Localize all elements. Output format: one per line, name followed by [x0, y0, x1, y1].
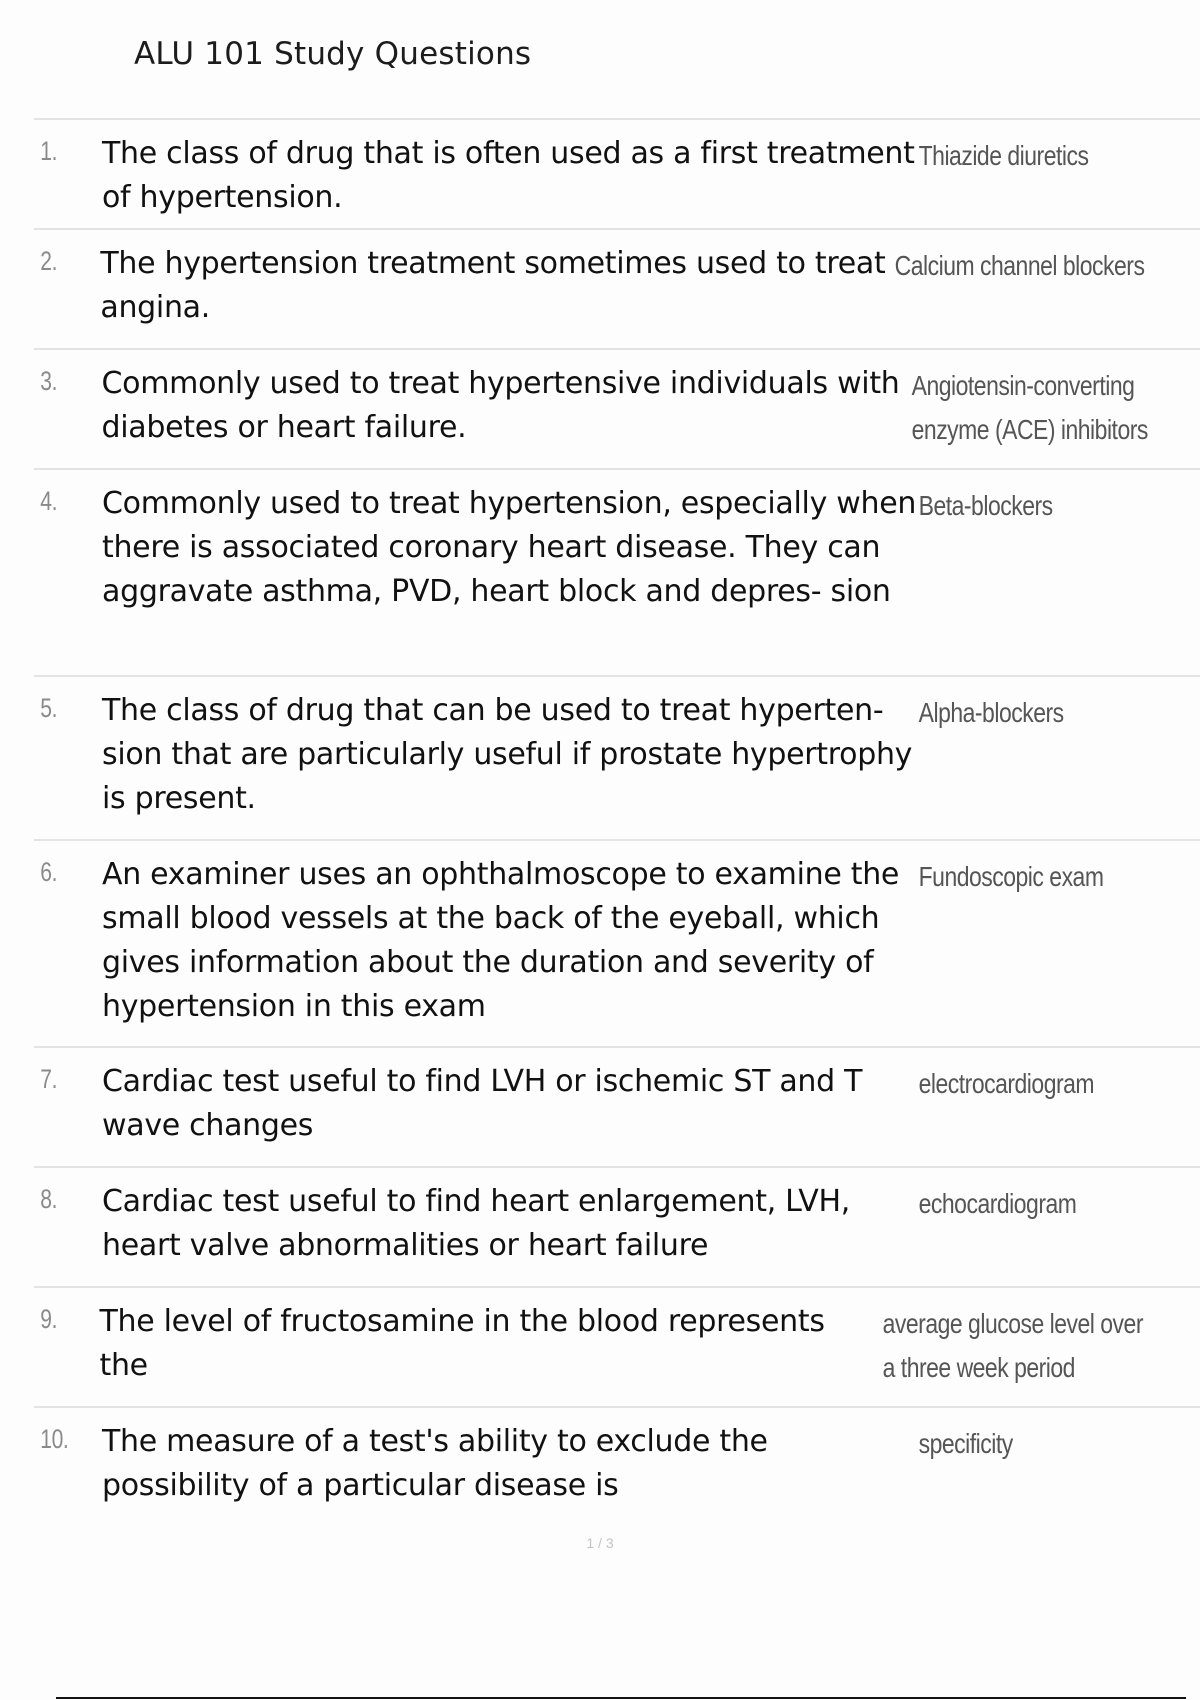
question-number: 4. [40, 486, 58, 516]
answer-text [893, 230, 1144, 288]
answer-line: average glucose level over [882, 1308, 1143, 1339]
question-number: 3. [40, 366, 58, 396]
question-number: 9. [40, 1304, 58, 1334]
question-list [34, 118, 1200, 1518]
answer-text [917, 470, 1149, 528]
question-number: 5. [40, 693, 58, 723]
answer-text [910, 350, 1148, 452]
answer-line: Angiotensin-converting [911, 370, 1135, 401]
question-number: 10. [40, 1424, 69, 1454]
question-row-4 [34, 470, 1200, 677]
question-row-3 [34, 350, 1200, 470]
answer-line: Fundoscopic exam [918, 861, 1104, 892]
answer-line: Thiazide diuretics [918, 140, 1089, 171]
question-number: 7. [40, 1064, 58, 1094]
question-row-7 [34, 1048, 1200, 1168]
answer-text [917, 1168, 1149, 1226]
question-row-5 [34, 677, 1200, 841]
question-row-2 [34, 230, 1200, 350]
answer-text [881, 1288, 1143, 1390]
question-text: The class of drug that is often used as a first treatment of hypertension. [102, 136, 915, 215]
question-text: The class of drug that can be used to treat hyperten- sion that are particularly useful if prostate hypertrophy is present. [102, 693, 913, 816]
question-number: 8. [40, 1184, 58, 1214]
question-text: An examiner uses an ophthalmoscope to examine the small blood vessels at the back of the eyeball, which gives information about the duration and severity of hypertension in this exam [102, 857, 900, 1024]
question-number: 1. [40, 136, 58, 166]
page-indicator: 1 / 3 [586, 1535, 614, 1551]
answer-line: electrocardiogram [918, 1068, 1095, 1099]
answer-line: Alpha-blockers [918, 697, 1064, 728]
answer-line: echocardiogram [918, 1188, 1077, 1219]
question-text: The measure of a test's ability to exclude the possibility of a particular disease is [102, 1424, 768, 1503]
question-number: 2. [40, 246, 58, 276]
bottom-divider [56, 1697, 1186, 1699]
question-text: Commonly used to treat hypertensive individuals with diabetes or heart failure. [101, 366, 900, 445]
answer-line: specificity [918, 1428, 1013, 1459]
question-text: The level of fructosamine in the blood represents the [99, 1304, 825, 1383]
answer-line: enzyme (ACE) inhibitors [911, 414, 1148, 445]
question-text: Cardiac test useful to find heart enlargement, LVH, heart valve abnormalities or heart failure [102, 1184, 851, 1263]
answer-text [917, 1408, 1149, 1466]
answer-text [917, 120, 1149, 178]
answer-text [917, 1048, 1149, 1106]
page-title: ALU 101 Study Questions [134, 36, 532, 72]
question-text: Cardiac test useful to find LVH or ischemic ST and T wave changes [102, 1064, 863, 1143]
question-row-9 [34, 1288, 1200, 1408]
answer-line: a three week period [882, 1352, 1075, 1383]
answer-text [917, 841, 1149, 899]
question-row-1 [34, 120, 1200, 230]
question-text: Commonly used to treat hypertension, especially when there is associated coronary heart disease. They can aggravate asthma, PVD, heart block and depres- sion [102, 486, 917, 609]
question-number: 6. [40, 857, 58, 887]
answer-line: Beta-blockers [918, 490, 1053, 521]
answer-text [917, 677, 1149, 735]
answer-line: Calcium channel blockers [894, 250, 1145, 281]
question-row-10 [34, 1408, 1200, 1518]
question-text: The hypertension treatment sometimes used to treat angina. [100, 246, 886, 325]
question-row-8 [34, 1168, 1200, 1288]
question-row-6 [34, 841, 1200, 1048]
